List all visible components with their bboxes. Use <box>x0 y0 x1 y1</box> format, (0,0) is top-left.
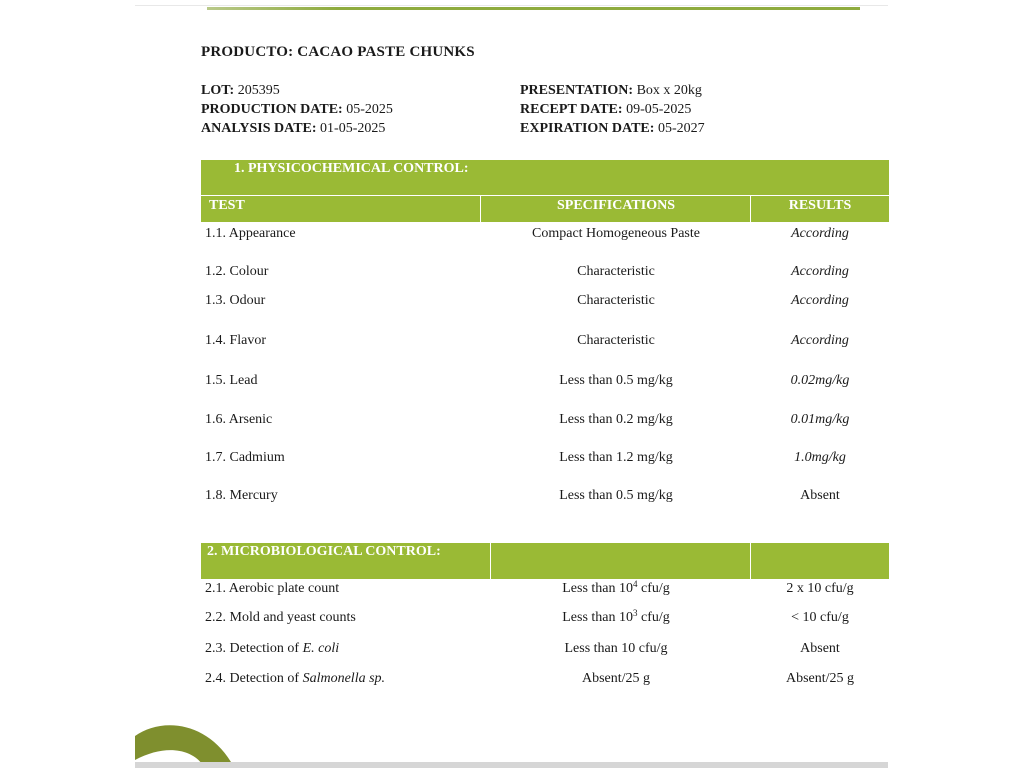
spec-text: Absent/25 g <box>581 671 651 686</box>
production-date-value: 05-2025 <box>346 102 393 117</box>
header-test: TEST <box>209 198 245 213</box>
header-rule <box>207 7 860 10</box>
specification: Characteristic <box>577 333 655 348</box>
lot-label: LOT: <box>201 83 235 98</box>
specification <box>481 641 751 657</box>
specification <box>481 581 751 597</box>
header-results: RESULTS <box>788 198 852 213</box>
spec-unit: cfu/g <box>637 581 670 596</box>
spec-exponent: 3 <box>633 608 638 618</box>
expiration-date-value: 05-2027 <box>657 121 705 136</box>
section2-header <box>201 543 889 579</box>
result: 1.0mg/kg <box>794 450 846 465</box>
lot-info <box>201 83 280 99</box>
section1-title: 1. PHYSICOCHEMICAL CONTROL: <box>234 161 469 176</box>
analysis-date-label: ANALYSIS DATE: <box>201 121 317 136</box>
test-name: 1.1. Appearance <box>205 226 296 241</box>
product-title: PRODUCTO: CACAO PASTE CHUNKS <box>201 44 475 60</box>
result: Absent <box>800 488 840 503</box>
header-divider <box>750 543 751 579</box>
test-name: 1.7. Cadmium <box>205 450 285 465</box>
test-name <box>205 610 356 626</box>
recept-date-value: 09-05-2025 <box>626 102 692 117</box>
specification: Less than 0.5 mg/kg <box>559 373 673 388</box>
spec-unit: cfu/g <box>637 610 670 625</box>
presentation-value: Box x 20kg <box>636 83 702 98</box>
recept-date-info <box>520 102 691 118</box>
header-divider <box>490 543 491 579</box>
test-name-text: 2.1. Aerobic plate count <box>205 581 340 596</box>
test-name: 1.2. Colour <box>205 264 269 279</box>
section1-header <box>201 160 889 195</box>
production-date-label: PRODUCTION DATE: <box>201 102 343 117</box>
test-name: 1.6. Arsenic <box>205 412 273 427</box>
section2-title: 2. MICROBIOLOGICAL CONTROL: <box>207 544 441 559</box>
result: According <box>791 226 849 241</box>
test-name-text: 2.4. Detection of <box>205 671 303 686</box>
presentation-label: PRESENTATION: <box>520 83 634 98</box>
specification: Less than 0.2 mg/kg <box>559 412 673 427</box>
lot-value: 205395 <box>237 83 280 98</box>
analysis-date-value: 01-05-2025 <box>320 121 386 136</box>
production-date-info <box>201 102 393 118</box>
test-name: 1.4. Flavor <box>205 333 267 348</box>
header-specifications: SPECIFICATIONS <box>557 198 675 213</box>
specification: Characteristic <box>577 293 655 308</box>
spec-text: Less than 10 <box>562 581 633 596</box>
spec-text: Less than 10 <box>562 610 633 625</box>
result: 0.02mg/kg <box>790 373 850 388</box>
test-name-italic: E. coli <box>302 641 340 656</box>
recept-date-label: RECEPT DATE: <box>520 102 623 117</box>
specification: Less than 1.2 mg/kg <box>559 450 673 465</box>
test-name: 1.8. Mercury <box>205 488 278 503</box>
specification: Characteristic <box>577 264 655 279</box>
result: Absent <box>800 641 840 656</box>
result: Absent/25 g <box>785 671 855 686</box>
result: According <box>791 293 849 308</box>
spec-text: Less than 10 cfu/g <box>564 641 668 656</box>
result: 0.01mg/kg <box>790 412 850 427</box>
table-header-row <box>201 196 889 222</box>
page-bottom-strip <box>135 762 888 768</box>
result: According <box>791 264 849 279</box>
specification <box>481 671 751 687</box>
specification <box>481 610 751 626</box>
analysis-date-info <box>201 121 385 137</box>
specification: Compact Homogeneous Paste <box>532 226 700 241</box>
test-name-text: 2.3. Detection of <box>205 641 303 656</box>
test-name <box>205 581 339 597</box>
test-name <box>205 641 339 657</box>
result: 2 x 10 cfu/g <box>786 581 854 596</box>
result: < 10 cfu/g <box>791 610 849 625</box>
expiration-date-label: EXPIRATION DATE: <box>520 121 655 136</box>
result: According <box>791 333 849 348</box>
test-name: 1.3. Odour <box>205 293 266 308</box>
presentation-info <box>520 83 702 99</box>
spec-exponent: 4 <box>633 579 638 589</box>
test-name-italic: Salmonella sp. <box>302 671 386 686</box>
test-name <box>205 671 385 687</box>
specification: Less than 0.5 mg/kg <box>559 488 673 503</box>
test-name-text: 2.2. Mold and yeast counts <box>205 610 356 625</box>
test-name: 1.5. Lead <box>205 373 258 388</box>
expiration-date-info <box>520 121 705 137</box>
